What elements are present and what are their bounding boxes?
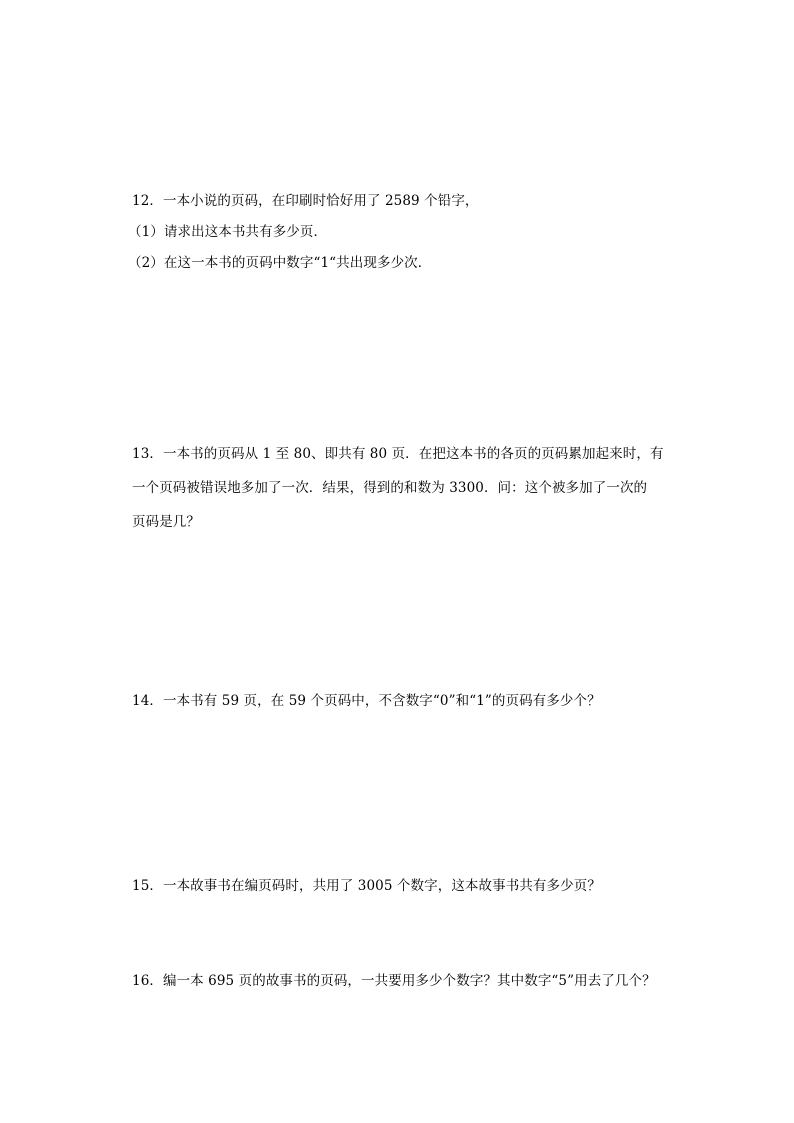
problem-13-line-2: 一个页码被错误地多加了一次．结果，得到的和数为 3300．问：这个被多加了一次的 — [132, 480, 648, 496]
problem-12-part-1: （1）请求出这本书共有多少页． — [128, 224, 328, 240]
problem-13 — [132, 437, 672, 539]
problem-13-line-3: 页码是几？ — [132, 514, 200, 530]
problem-16 — [132, 966, 672, 997]
problem-13-line-1: 13．一本书的页码从 1 至 80、即共有 80 页．在把这本书的各页的页码累加起来时，有 — [132, 446, 664, 462]
problem-12-stem: 12．一本小说的页码，在印刷时恰好用了 2589 个铅字， — [132, 193, 479, 209]
problem-14-stem: 14．一本书有 59 页，在 59 个页码中，不含数字“0”和“1”的页码有多少个？ — [132, 693, 601, 709]
problem-12 — [128, 186, 672, 279]
problem-12-part-2: （2）在这一本书的页码中数字“1“共出现多少次． — [128, 255, 432, 271]
problem-15-stem: 15．一本故事书在编页码时，共用了 3005 个数字，这本故事书共有多少页？ — [132, 878, 601, 894]
problem-16-stem: 16．编一本 695 页的故事书的页码，一共要用多少个数字？其中数字“5”用去了几个？ — [132, 973, 656, 989]
problem-14 — [132, 686, 672, 717]
problem-15 — [132, 871, 672, 902]
